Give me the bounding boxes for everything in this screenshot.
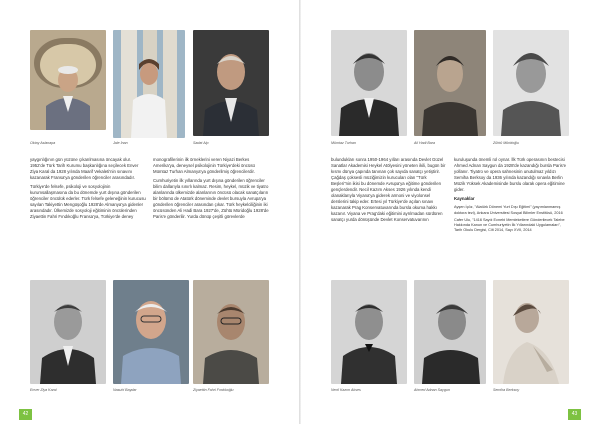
portrait-photo [30,280,106,384]
text-column [454,157,570,235]
portrait-photo [331,280,407,384]
source-reference: Cafer Ulu, "1416 Sayılı Ecnebi Memleketlere Gönderilecek Talebe Hakkında Kanun ve Cumhuriyetin İlk Yıllarındaki Uygulamaları", Tarih Okulu Dergisi, Cilt 2014, Sayı XVII, 2014 [454,217,565,233]
portrait-photo [331,30,407,136]
paragraph: monografilerinin ilk örneklerini veren Niyazi Berkes Amerika'ya, deneysel psikolojinin Türkiye'deki öncüsü Mümtaz Turhan Almanya'ya gönderilmiş öğrencilerdir. [153,157,255,175]
page-number: 43 [568,409,581,420]
photo-caption: Ziyaettin Fahri Fındıkoğlu [193,388,234,392]
paragraph: kuruluşunda önemli rol oynar. İlk Türk operasının bestecisi Ahmed Adnan Saygun da 1928'de kazandığı bursla Paris'e yollanır. Tiyatro ve opera sahnesinin unutulmaz yıldızı Semiha Berksoy da 1936 yılında kazandığı sınavla Berlin Müzik Yüksek Akademisinde burslu olarak opera eğitimine gider. [454,157,567,193]
spread-gutter [299,0,301,424]
portrait-photo [493,280,569,384]
photo-caption: Mümtaz Turhan [331,141,356,145]
photo-caption: Semiha Berksoy [493,388,520,392]
portrait-photo [113,30,185,138]
paragraph: yaygınlığının gün yüzüne çıkarılmasına öncayak olur. 1952'de Türk Tarih Kurumu başkanlığına seçilecek Enver Ziya Karal da 1928 yılında Maarif Vekaleti'nin sınavını kazanarak Fransa'ya gönderilen öğrenciler arasındadır. [30,157,139,181]
photo-caption: Ali Hadi Bara [414,141,435,145]
photo-caption: Nasuhi Baydar [113,388,137,392]
portrait-photo [30,30,106,130]
text-column [331,157,447,227]
portrait-photo [414,30,486,136]
paragraph: Cumhuriyetin ilk yıllarında yurt dışına gönderilen öğrenciler bilim dallarıyla sınırlı kalmaz. Resim, heykel, müzik ve tiyatro alanlarında ülkemizde alanlarının öncüsü olacak sanatçıların bir bölümü de Atatürk döneminde devlet bursuyla Avrupa'ya gönderilen öğrenciler arasından çıkar. Türk heykelciliğinin iki öncüsünden Ali Hadi Bara 1927'de, Zühtü Müridoğlu 1928'de Paris'e gönderilir. Yurda dönüp çeşitli görevlerde [153,178,269,220]
source-reference: Ayşen İçöz, "Atatürk Dönemi Yurt Dışı Eğitimi" (yayımlanmamış doktora tezi), Ankara Üniversitesi Sosyal Bilimler Enstitüsü, 2016 [454,205,563,215]
portrait-photo [193,30,269,136]
photo-caption: Necil Kazım Akses [331,388,361,392]
paragraph: bulundukları sonra 1950-1964 yılları arasında Devlet Güzel Sanatlar Akademisi Heykel Atölyesini yöneten ikili, bugün bir kısmı dünya çapında tanınan çok sayıda sanatçı yetiştirir. Çağdaş çoksesli müziğimizin kurucuları olan "Türk Beşleri"nin ikisi bu dönemde Avrupa'ya eğitime gönderilen gençlerdendir. Necil Kazım Akses 1926 yılında kendi olanaklarıyla Viyana'ya giderek armoni ve viyolonsel derslerini takip eder. Ertesi yıl Türkiye'de açılan sınavı kazanarak Prag Konservatuvarında bursla okuma hakkı kazanır. Viyana ve Prag'daki eğitimini ayrılmadan sürdüren sanatçı yurda dönüşünde Devlet Konservatuvarının [331,157,446,223]
paragraph: Türkiye'de felsefe, psikoloji ve sosyolojinin kurumsallaşmasına da bu dönemde yurt dışına gönderilen öğrenciler öncülük ederler. Türk felsefe geleneğinin kurucusu sayılan Takiyettin Mengüşoğlu 1928'de Almanya'ya gidenler arasındadır. Ülkemizde sosyoloji eğitiminin öncülerinden Ziyaettin Fahri Fındıkoğlu Fransa'ya, Türkiye'de deney [30,184,146,220]
page-number: 42 [19,409,32,420]
photo-caption: Zühtü Müridoğlu [493,141,519,145]
photo-caption: Oktay Aslanapa [30,141,56,145]
photo-caption: Ahmed Adnan Saygun [414,388,450,392]
sources-heading: Kaynaklar [454,196,475,202]
portrait-photo [193,280,269,384]
portrait-photo [414,280,486,384]
text-column [153,157,269,223]
text-column [30,157,146,223]
portrait-photo [493,30,569,136]
photo-caption: Enver Ziya Karal [30,388,57,392]
photo-caption: Sadat Alp [193,141,209,145]
portrait-photo [113,280,189,384]
photo-caption: Jale İnan [113,141,128,145]
